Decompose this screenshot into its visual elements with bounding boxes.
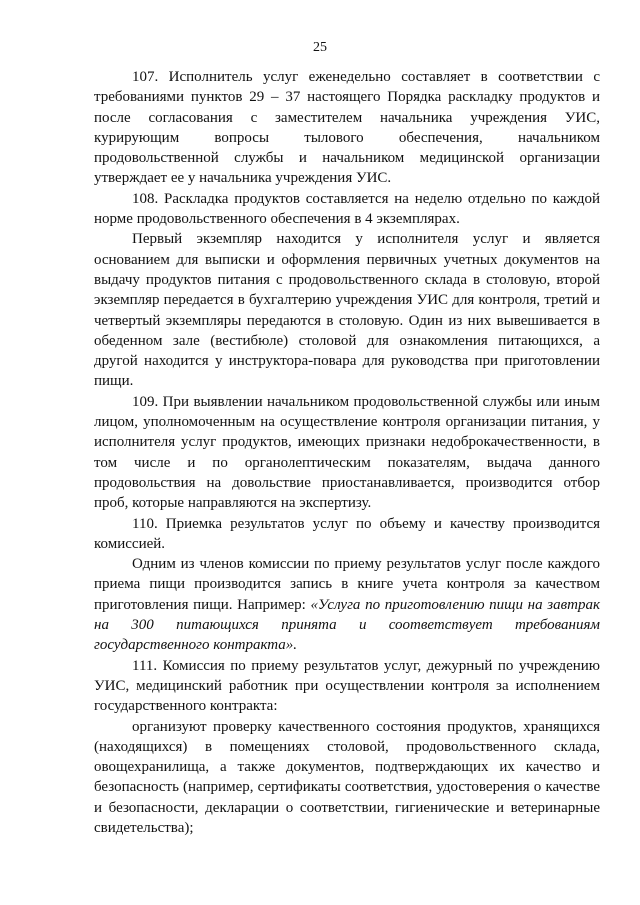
paragraph-108-copies: Первый экземпляр находится у исполнителя услуг и является основанием для выписки и оформления первичных учетных документов на выдачу продуктов питания с продовольственного склада в столовую, второй экземпляр передается в бухгалтерию учреждения УИС для контроля, третий и четвертый экземпляры передаются в столовую. Один из них вывешивается в обеденном зале (вестибюле) столовой для ознакомления питающихся, а другой находится у инструктора-повара для руководства при приготовлении пищи. — [94, 231, 600, 390]
paragraph-111: 111. Комиссия по приему результатов услуг, дежурный по учреждению УИС, медицинский работник при осуществлении контроля за исполнением государственного контракта: — [94, 657, 600, 715]
paragraph-107: 107. Исполнитель услуг еженедельно составляет в соответствии с требованиями пунктов 29 – 37 настоящего Порядка раскладку продуктов и после согласования с заместителем начальника учреждения УИС, курирующим вопросы тылового обеспечения, начальником продовольственной службы и начальником медицинской организации утверждает ее у начальника учреждения УИС. — [94, 69, 600, 187]
paragraph-110: 110. Приемка результатов услуг по объему и качеству производится комиссией. — [94, 515, 600, 552]
record-example: «Услуга по приготовлению пищи на завтрак на 300 питающихся принята и соответствует требованиям государственного контракта». — [94, 596, 600, 654]
record-text: Одним из членов комиссии по приему результатов услуг после каждого приема пищи производится запись в книге учета контроля за качеством приготовления пищи. Например: — [94, 556, 600, 613]
paragraph-109: 109. При выявлении начальником продовольственной службы или иным лицом, уполномоченным на осуществление контроля организации питания, у исполнителя услуг продуктов, имеющих признаки недоброкачественности, в том числе и по органолептическим показателям, выдача данного продовольствия на довольствие приостанавливается, производится отбор проб, которые направляются на экспертизу. — [94, 393, 600, 512]
document-body — [94, 67, 600, 838]
paragraph-108: 108. Раскладка продуктов составляется на неделю отдельно по каждой норме продовольственного обеспечения в 4 экземплярах. — [94, 190, 600, 228]
paragraph-110-record — [94, 554, 600, 655]
page-number: 25 — [313, 40, 327, 55]
paragraph-111-check: организуют проверку качественного состояния продуктов, хранящихся (находящихся) в помещениях столовой, продовольственного склада, овощехранилища, а также документов, подтверждающих их качество и безопасность (например, сертификаты соответствия, удостоверения о качестве и безопасности, декларации о соответствии, гигиенические и ветеринарные свидетельства); — [94, 718, 600, 836]
